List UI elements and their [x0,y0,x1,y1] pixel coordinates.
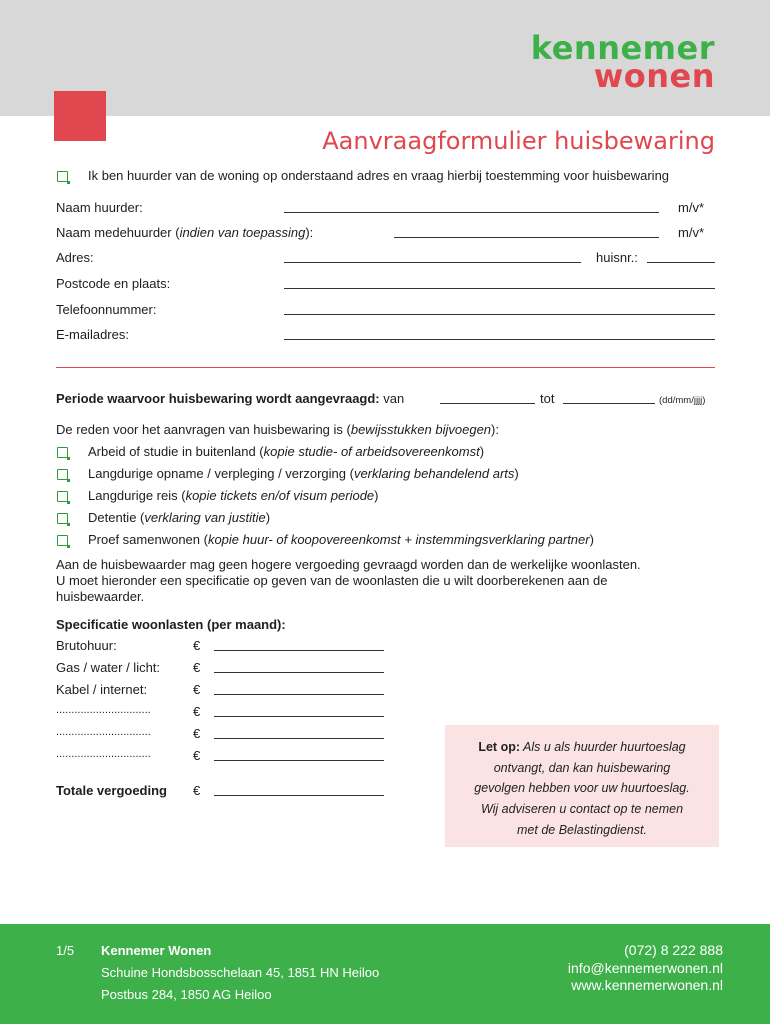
postcode-label: Postcode en plaats: [56,276,171,291]
totale-vergoeding-field[interactable] [214,795,384,796]
spec-custom-field[interactable] [214,716,384,717]
periode-tot-label: tot [540,391,555,406]
info-paragraph: Aan de huisbewaarder mag geen hogere vergoeding gevraagd worden dan de werkelijke woonlasten. U moet hieronder een specificatie op geven van de woonlasten die u wilt doorberekenen aan de huisbewaarder. [56,557,641,604]
footer-company: Kennemer Wonen [101,943,212,958]
naam-huurder-label: Naam huurder: [56,200,143,215]
telefoon-label: Telefoonnummer: [56,302,157,317]
footer-website[interactable]: www.kennemerwonen.nl [571,977,723,993]
footer-email[interactable]: info@kennemerwonen.nl [567,960,723,976]
page-title: Aanvraagformulier huisbewaring [322,127,715,155]
logo-line-wonen: wonen [593,57,715,95]
huisnr-field[interactable] [647,262,715,263]
spec-custom-field[interactable] [214,760,384,761]
postcode-field[interactable] [284,288,715,289]
footer-address-2: Postbus 284, 1850 AG Heiloo [101,987,272,1002]
date-format-hint: (dd/mm/jjjj) [659,395,706,406]
reden-checkbox-buitenland[interactable] [57,447,68,458]
reden-intro: De reden voor het aanvragen van huisbewaring is (bewijsstukken bijvoegen): [56,422,499,437]
spec-row-custom-label[interactable]: ............................... [56,726,151,738]
spec-row-custom-label[interactable]: ............................... [56,748,151,760]
huisnr-label: huisnr.: [596,250,638,265]
footer-phone[interactable]: (072) 8 222 888 [624,942,723,958]
spec-custom-field[interactable] [214,738,384,739]
euro-sign: € [193,638,201,653]
consent-label: Ik ben huurder van de woning op onderstaand adres en vraag hierbij toestemming voor huisbewaring [88,168,670,183]
footer-address-1: Schuine Hondsbosschelaan 45, 1851 HN Heiloo [101,965,380,980]
naam-medehuurder-field[interactable] [394,237,659,238]
euro-sign: € [193,726,201,741]
reden-option-samenwonen: Proef samenwonen (kopie huur- of koopovereenkomst + instemmingsverklaring partner) [88,532,594,547]
periode-tot-field[interactable] [563,403,655,404]
decorative-red-square [54,91,106,141]
totale-vergoeding-label: Totale vergoeding [56,783,167,798]
reden-option-reis: Langdurige reis (kopie tickets en/of visum periode) [88,488,379,503]
adres-field[interactable] [284,262,581,263]
spec-kabel-field[interactable] [214,694,384,695]
let-op-note: Let op: Als u als huurder huurtoeslag ontvangt, dan kan huisbewaring gevolgen hebben voor uw huurtoeslag. Wij adviseren u contact op te nemen met de Belastingdienst. [445,725,719,847]
spec-row-kabel-label: Kabel / internet: [56,682,148,697]
specificatie-heading: Specificatie woonlasten (per maand): [56,617,286,632]
spec-row-brutohuur-label: Brutohuur: [56,638,117,653]
euro-sign: € [193,783,201,798]
reden-checkbox-opname[interactable] [57,469,68,480]
periode-label: Periode waarvoor huisbewaring wordt aangevraagd: [56,391,380,406]
section-divider [56,367,715,368]
euro-sign: € [193,704,201,719]
reden-checkbox-reis[interactable] [57,491,68,502]
adres-label: Adres: [56,250,94,265]
reden-checkbox-samenwonen[interactable] [57,535,68,546]
logo-line-kennemer: kennemer [530,29,715,67]
reden-option-detentie: Detentie (verklaring van justitie) [88,510,271,525]
page-number: 1/5 [56,943,75,958]
telefoon-field[interactable] [284,314,715,315]
euro-sign: € [193,660,201,675]
spec-brutohuur-field[interactable] [214,650,384,651]
periode-row [56,391,404,406]
gender-label-1: m/v* [678,200,704,215]
euro-sign: € [193,682,201,697]
footer [0,924,770,1024]
periode-van-label: van [383,391,405,406]
naam-huurder-field[interactable] [284,212,659,213]
reden-option-opname: Langdurige opname / verpleging / verzorging (verklaring behandelend arts) [88,466,519,481]
consent-checkbox[interactable] [57,171,68,182]
kennemer-wonen-logo [530,29,715,95]
spec-row-custom-label[interactable]: ............................... [56,704,151,716]
gender-label-2: m/v* [678,225,704,240]
spec-row-gas-label: Gas / water / licht: [56,660,161,675]
email-field[interactable] [284,339,715,340]
reden-checkbox-detentie[interactable] [57,513,68,524]
spec-gas-field[interactable] [214,672,384,673]
reden-option-buitenland: Arbeid of studie in buitenland (kopie studie- of arbeidsovereenkomst) [88,444,485,459]
periode-van-field[interactable] [440,403,535,404]
email-label: E-mailadres: [56,327,129,342]
euro-sign: € [193,748,201,763]
naam-medehuurder-label: Naam medehuurder (indien van toepassing): [56,225,314,240]
